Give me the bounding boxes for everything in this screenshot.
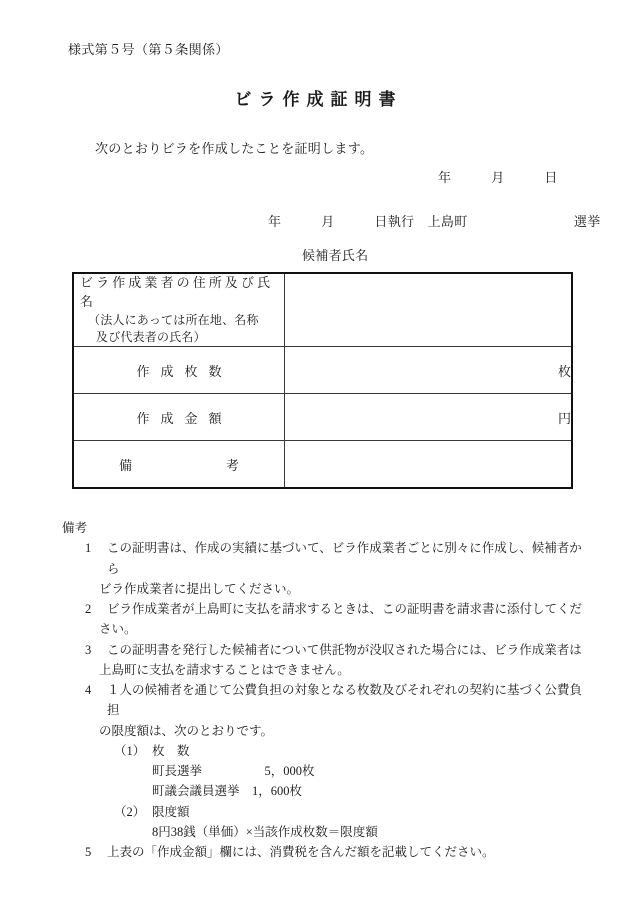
quantity-unit: 枚 <box>557 363 571 379</box>
note-item-3 <box>85 640 592 681</box>
row-value-amount[interactable] <box>285 394 573 441</box>
table-row <box>73 441 572 489</box>
note-line-2: さい。 <box>99 622 137 637</box>
row-value-printer-address[interactable] <box>285 273 573 347</box>
note-line-1: この証明書を発行した候補者について供託物が没収された場合には、ビラ作成業者は <box>107 642 582 657</box>
note-text <box>99 640 592 681</box>
note-line-1: ビラ作成業者が上島町に支払を請求するときは、この証明書を請求書に添付してくだ <box>107 602 583 616</box>
sub-item-label: 枚 数 <box>152 743 190 758</box>
note-number: 5 <box>85 845 92 859</box>
note-item-1 <box>85 538 592 599</box>
amount-unit: 円 <box>557 410 571 426</box>
label-line-1: ビラ作成業者の住所及び氏名 <box>80 275 274 309</box>
note-line-1: この証明書は、作成の実績に基づいて、ビラ作成業者ごとに別々に作成し、候補者から <box>107 541 582 576</box>
note-text <box>99 538 592 599</box>
notes-section <box>62 518 592 862</box>
page-title: ビラ作成証明書 <box>234 90 403 109</box>
sub-item-label: 限度額 <box>152 804 190 819</box>
row-label-remarks <box>73 441 285 489</box>
row-label-printer-address <box>73 273 285 347</box>
election-execution-line: 年 月 日執行 上島町 選挙 <box>268 214 601 229</box>
row-label-amount: 作成金額 <box>73 394 285 441</box>
sub-item-1-detail-2: 町議会議員選挙 1，600枚 <box>152 784 303 799</box>
note-number: 3 <box>85 642 92 657</box>
note-number: 2 <box>85 602 92 616</box>
note-item-4 <box>85 680 592 741</box>
note-text <box>107 842 592 862</box>
sub-item-2-detail-1: 8円38銭（単価）×当該作成枚数＝限度額 <box>152 824 378 839</box>
notes-heading: 備考 <box>62 521 88 535</box>
note-line-2: の限度額は、次のとおりです。 <box>99 723 274 738</box>
intro-statement: 次のとおりビラを作成したことを証明します。 <box>95 141 374 156</box>
sub-item-2 <box>114 802 592 822</box>
sub-item-number: （1） <box>114 743 146 758</box>
row-value-quantity[interactable] <box>285 347 573 394</box>
sub-item-number: （2） <box>114 804 146 819</box>
note-line-1: １人の候補者を通じて公費負担の対象となる枚数及びそれぞれの契約に基づく公費負担 <box>107 683 583 718</box>
table-row <box>73 347 572 394</box>
remarks-label-text: 備考 <box>119 457 239 473</box>
table-row <box>73 273 572 347</box>
row-value-remarks[interactable] <box>285 441 573 489</box>
table-row <box>73 394 572 441</box>
row-label-quantity: 作成枚数 <box>73 347 285 394</box>
note-line-1: 上表の「作成金額」欄には、消費税を含んだ額を記載してください。 <box>107 845 495 859</box>
note-line-2: ビラ作成業者に提出してください。 <box>99 581 300 596</box>
candidate-name-label: 候補者氏名 <box>302 248 369 263</box>
note-text <box>99 599 592 640</box>
label-line-2: （法人にあっては所在地、名称 <box>88 312 259 327</box>
sub-item-1 <box>114 741 592 761</box>
sub-item-1-detail-1: 町長選挙 5，000枚 <box>152 764 315 778</box>
form-number: 様式第５号（第５条関係） <box>68 42 229 57</box>
date-blank-line: 年 月 日 <box>438 170 558 185</box>
note-text <box>99 680 592 741</box>
certificate-table <box>72 272 573 489</box>
label-line-3: 及び代表者の氏名） <box>96 330 206 345</box>
note-number: 4 <box>85 683 92 697</box>
note-line-2: 上島町に支払を請求することはできません。 <box>99 662 350 677</box>
note-number: 1 <box>85 541 92 556</box>
note-item-2 <box>85 599 592 640</box>
note-item-5 <box>85 842 592 862</box>
